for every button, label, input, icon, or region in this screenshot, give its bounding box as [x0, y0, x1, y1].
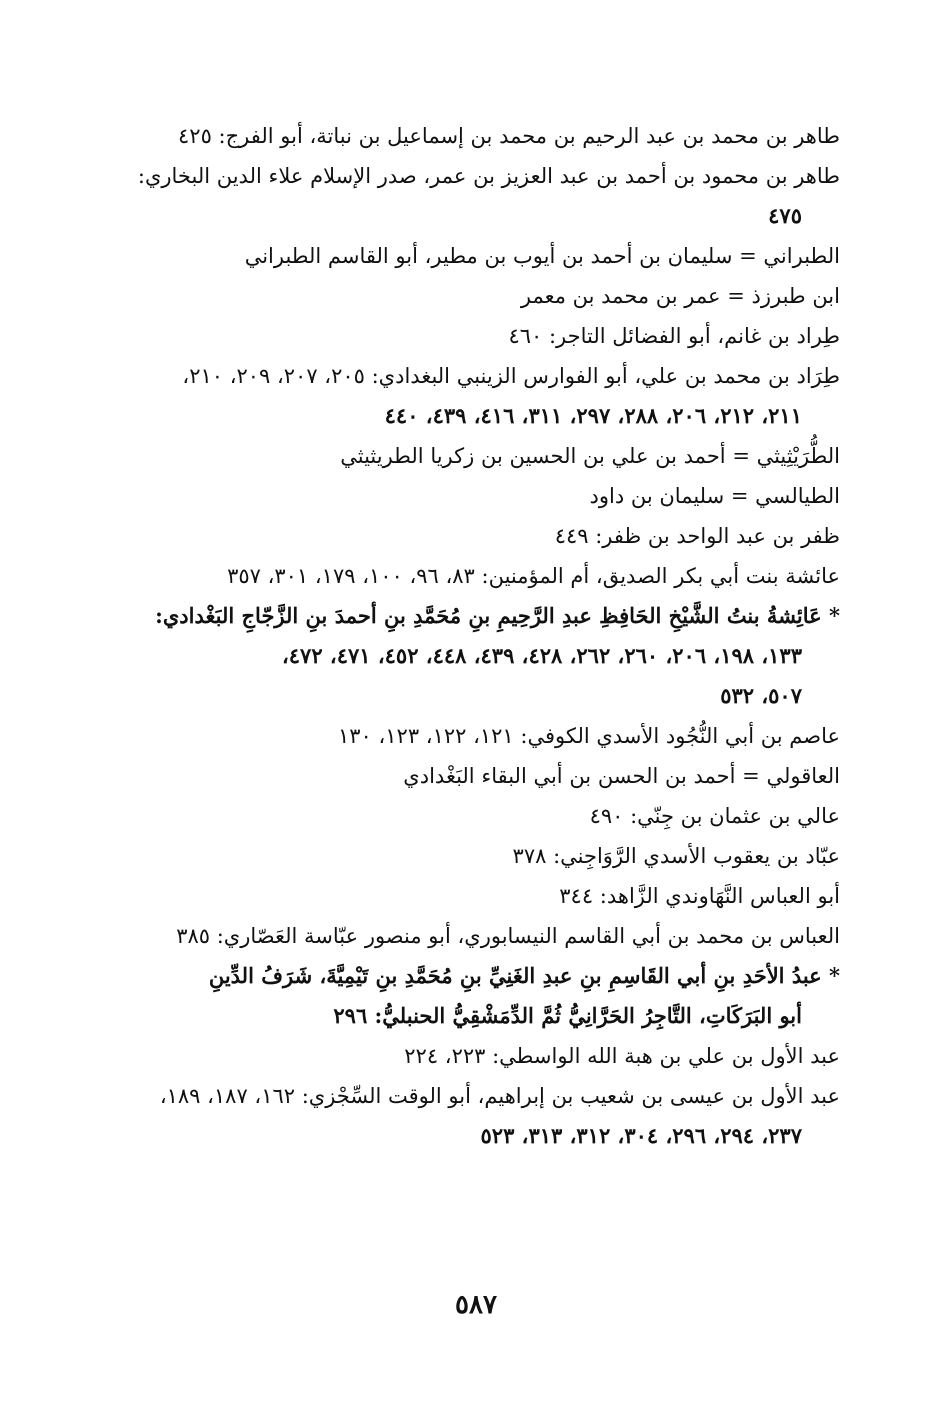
- index-entry: عبد الأول بن علي بن هبة الله الواسطي: ٢٢٣، ٢٢٤: [404, 1044, 840, 1068]
- index-entry: الطُّرَيْثِيثي = أحمد بن علي بن الحسين بن زكريا الطريثيثي: [340, 444, 840, 468]
- index-entry: الطيالسي = سليمان بن داود: [589, 484, 840, 508]
- index-entry: أبو العباس النَّهَاوندي الزَّاهد: ٣٤٤: [559, 884, 840, 908]
- index-entry: ابن طبرزذ = عمر بن محمد بن معمر: [520, 284, 840, 308]
- index-entry: الطبراني = سليمان بن أحمد بن أيوب بن مطير، أبو القاسم الطبراني: [244, 244, 840, 268]
- index-entry: عائشة بنت أبي بكر الصديق، أم المؤمنين: ٨٣، ٩٦، ١٠٠، ١٧٩، ٣٠١، ٣٥٧: [227, 564, 840, 588]
- index-entry: العاقولي = أحمد بن الحسن بن أبي البقاء البَغْدادي: [403, 764, 840, 788]
- index-entry: طاهر بن محمود بن أحمد بن عبد العزيز بن عمر، صدر الإسلام علاء الدين البخاري: ٤٧٥: [137, 164, 840, 228]
- index-entry: عبّاد بن يعقوب الأسدي الرَّوَاجِني: ٣٧٨: [512, 844, 840, 868]
- index-entry: عاصم بن أبي النُّجُود الأسدي الكوفي: ١٢١، ١٢٢، ١٢٣، ١٣٠: [337, 724, 840, 748]
- index-entry: طِرَاد بن محمد بن علي، أبو الفوارس الزينبي البغدادي: ٢٠٥، ٢٠٧، ٢٠٩، ٢١٠، ٢١١، ٢١٢، ٢٠٦، ٢٨٨، ٢٩٧، ٣١١، ٤١٦، ٤٣٩، ٤٤٠: [182, 364, 840, 428]
- index-entry-featured: * عبدُ الأحَدِ بنِ أبي القَاسِمِ بنِ عبدِ الغَنِيِّ بنِ مُحَمَّدِ بنِ تَيْمِيَّةَ، شَرَفُ الدِّينِ أبو البَرَكَاتِ، التَّاجِرُ الحَرَّانِيُّ ثُمَّ الدِّمَشْقِيُّ الحنبليُّ: ٢٩٦: [208, 963, 840, 1028]
- index-entry: عالي بن عثمان بن جِنّي: ٤٩٠: [589, 804, 840, 828]
- index-entry: العباس بن محمد بن أبي القاسم النيسابوري، أبو منصور عبّاسة العَصّاري: ٣٨٥: [176, 924, 840, 948]
- index-entries: [100, 116, 840, 1156]
- index-entry: طِراد بن غانم، أبو الفضائل التاجر: ٤٦٠: [508, 324, 840, 348]
- page-number: ٥٨٧: [455, 1290, 497, 1320]
- index-entry-featured: * عَائِشةُ بنتُ الشَّيْخِ الحَافِظِ عبدِ الرَّحِيمِ بنِ مُحَمَّدِ بنِ أحمدَ بنِ الزَّجّاجِ البَغْدادي: ١٣٣، ١٩٨، ٢٠٦، ٢٦٠، ٢٦٢، ٤٢٨، ٤٣٩، ٤٤٨، ٤٥٢، ٤٧١، ٤٧٢، ٥٠٧، ٥٣٢: [155, 603, 840, 708]
- index-entry: طاهر بن محمد بن عبد الرحيم بن محمد بن إسماعيل بن نباتة، أبو الفرج: ٤٢٥: [178, 124, 840, 148]
- index-entry: عبد الأول بن عيسى بن شعيب بن إبراهيم، أبو الوقت السِّجْزي: ١٦٢، ١٨٧، ١٨٩، ٢٣٧، ٢٩٤، ٢٩٦، ٣٠٤، ٣١٢، ٣١٣، ٥٢٣: [159, 1084, 840, 1148]
- index-entry: ظفر بن عبد الواحد بن ظفر: ٤٤٩: [554, 524, 840, 548]
